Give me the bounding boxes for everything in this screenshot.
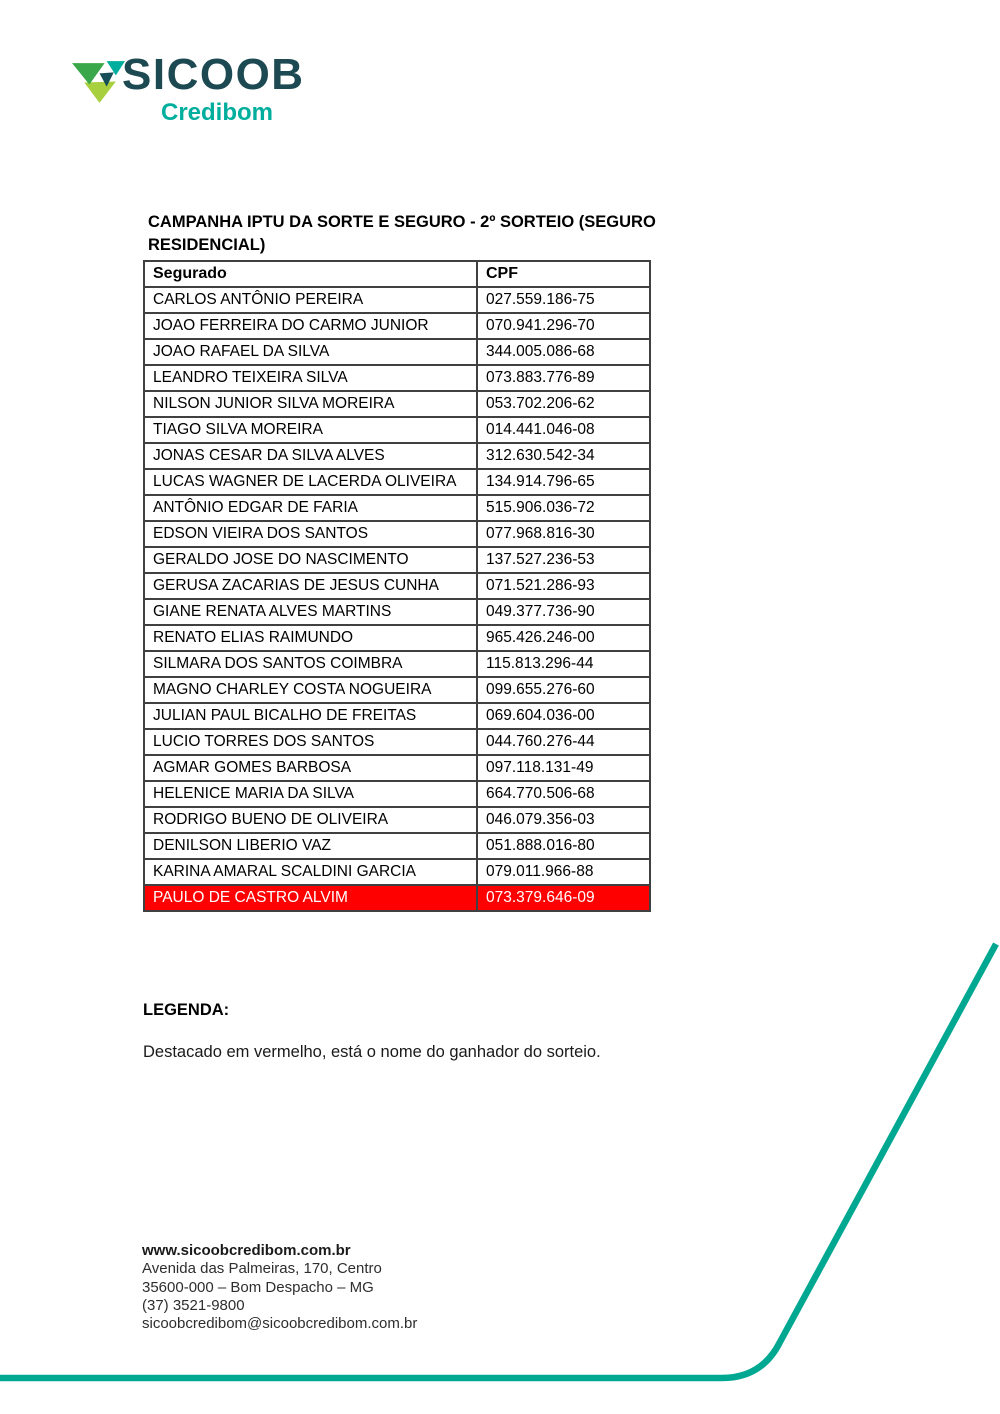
segurado-cell: JOAO RAFAEL DA SILVA bbox=[144, 339, 477, 365]
table-row bbox=[144, 469, 650, 495]
cpf-cell: 069.604.036-00 bbox=[477, 703, 650, 729]
table-row bbox=[144, 391, 650, 417]
cpf-cell: 097.118.131-49 bbox=[477, 755, 650, 781]
cpf-cell: 134.914.796-65 bbox=[477, 469, 650, 495]
table-row bbox=[144, 417, 650, 443]
segurado-cell: PAULO DE CASTRO ALVIM bbox=[144, 885, 477, 911]
table-row bbox=[144, 677, 650, 703]
segurado-cell: EDSON VIEIRA DOS SANTOS bbox=[144, 521, 477, 547]
segurado-cell: LEANDRO TEIXEIRA SILVA bbox=[144, 365, 477, 391]
table-row bbox=[144, 339, 650, 365]
segurado-cell: DENILSON LIBERIO VAZ bbox=[144, 833, 477, 859]
sicoob-logo-icon bbox=[70, 61, 126, 104]
cpf-cell: 053.702.206-62 bbox=[477, 391, 650, 417]
segurado-cell: GERALDO JOSE DO NASCIMENTO bbox=[144, 547, 477, 573]
cpf-cell: 664.770.506-68 bbox=[477, 781, 650, 807]
cpf-cell: 344.005.086-68 bbox=[477, 339, 650, 365]
segurado-cell: TIAGO SILVA MOREIRA bbox=[144, 417, 477, 443]
segurado-cell: LUCIO TORRES DOS SANTOS bbox=[144, 729, 477, 755]
insured-table-body bbox=[144, 287, 650, 911]
footer-email: sicoobcredibom@sicoobcredibom.com.br bbox=[142, 1315, 418, 1333]
footer-phone: (37) 3521-9800 bbox=[142, 1296, 245, 1314]
table-row bbox=[144, 885, 650, 911]
segurado-cell: HELENICE MARIA DA SILVA bbox=[144, 781, 477, 807]
footer-address: Avenida das Palmeiras, 170, Centro bbox=[142, 1260, 382, 1278]
table-header-row bbox=[144, 261, 650, 287]
segurado-cell: RENATO ELIAS RAIMUNDO bbox=[144, 625, 477, 651]
table-row bbox=[144, 287, 650, 313]
table-row bbox=[144, 443, 650, 469]
segurado-cell: GIANE RENATA ALVES MARTINS bbox=[144, 599, 477, 625]
segurado-cell: JOAO FERREIRA DO CARMO JUNIOR bbox=[144, 313, 477, 339]
table-row bbox=[144, 807, 650, 833]
cpf-cell: 049.377.736-90 bbox=[477, 599, 650, 625]
segurado-cell: RODRIGO BUENO DE OLIVEIRA bbox=[144, 807, 477, 833]
table-row bbox=[144, 651, 650, 677]
table-row bbox=[144, 781, 650, 807]
segurado-cell: KARINA AMARAL SCALDINI GARCIA bbox=[144, 859, 477, 885]
table-row bbox=[144, 625, 650, 651]
logo-sicoob-text: SICOOB bbox=[122, 50, 305, 99]
cpf-cell: 137.527.236-53 bbox=[477, 547, 650, 573]
cpf-cell: 965.426.246-00 bbox=[477, 625, 650, 651]
logo-credibom-text: Credibom bbox=[160, 99, 273, 126]
footer-city: 35600-000 – Bom Despacho – MG bbox=[142, 1278, 374, 1296]
table-row bbox=[144, 703, 650, 729]
table-row bbox=[144, 495, 650, 521]
cpf-cell: 073.379.646-09 bbox=[477, 885, 650, 911]
cpf-cell: 099.655.276-60 bbox=[477, 677, 650, 703]
table-row bbox=[144, 573, 650, 599]
footer-website: www.sicoobcredibom.com.br bbox=[142, 1242, 351, 1259]
segurado-cell: JULIAN PAUL BICALHO DE FREITAS bbox=[144, 703, 477, 729]
cpf-cell: 115.813.296-44 bbox=[477, 651, 650, 677]
table-row bbox=[144, 313, 650, 339]
cpf-cell: 014.441.046-08 bbox=[477, 417, 650, 443]
cpf-cell: 044.760.276-44 bbox=[477, 729, 650, 755]
table-row bbox=[144, 599, 650, 625]
cpf-cell: 312.630.542-34 bbox=[477, 443, 650, 469]
cpf-cell: 515.906.036-72 bbox=[477, 495, 650, 521]
legend-heading: LEGENDA: bbox=[143, 1001, 230, 1019]
cpf-cell: 073.883.776-89 bbox=[477, 365, 650, 391]
cpf-cell: 046.079.356-03 bbox=[477, 807, 650, 833]
footer-contact-block bbox=[142, 1242, 417, 1333]
table-row bbox=[144, 547, 650, 573]
cpf-cell: 051.888.016-80 bbox=[477, 833, 650, 859]
cpf-cell: 070.941.296-70 bbox=[477, 313, 650, 339]
table-row bbox=[144, 729, 650, 755]
insured-table bbox=[143, 260, 651, 912]
segurado-column-header: Segurado bbox=[144, 261, 477, 287]
cpf-cell: 077.968.816-30 bbox=[477, 521, 650, 547]
page-title: CAMPANHA IPTU DA SORTE E SEGURO - 2º SORTEIO (SEGURO RESIDENCIAL) bbox=[148, 213, 656, 254]
cpf-cell: 027.559.186-75 bbox=[477, 287, 650, 313]
segurado-cell: ANTÔNIO EDGAR DE FARIA bbox=[144, 495, 477, 521]
table-row bbox=[144, 521, 650, 547]
cpf-cell: 071.521.286-93 bbox=[477, 573, 650, 599]
segurado-cell: GERUSA ZACARIAS DE JESUS CUNHA bbox=[144, 573, 477, 599]
cpf-column-header: CPF bbox=[477, 261, 650, 287]
segurado-cell: AGMAR GOMES BARBOSA bbox=[144, 755, 477, 781]
cpf-cell: 079.011.966-88 bbox=[477, 859, 650, 885]
table-row bbox=[144, 859, 650, 885]
segurado-cell: MAGNO CHARLEY COSTA NOGUEIRA bbox=[144, 677, 477, 703]
legend-text: Destacado em vermelho, está o nome do ganhador do sorteio. bbox=[143, 1043, 601, 1061]
segurado-cell: CARLOS ANTÔNIO PEREIRA bbox=[144, 287, 477, 313]
segurado-cell: LUCAS WAGNER DE LACERDA OLIVEIRA bbox=[144, 469, 477, 495]
segurado-cell: NILSON JUNIOR SILVA MOREIRA bbox=[144, 391, 477, 417]
table-row bbox=[144, 365, 650, 391]
segurado-cell: SILMARA DOS SANTOS COIMBRA bbox=[144, 651, 477, 677]
insured-table-wrapper bbox=[143, 260, 651, 912]
table-row bbox=[144, 833, 650, 859]
table-row bbox=[144, 755, 650, 781]
segurado-cell: JONAS CESAR DA SILVA ALVES bbox=[144, 443, 477, 469]
